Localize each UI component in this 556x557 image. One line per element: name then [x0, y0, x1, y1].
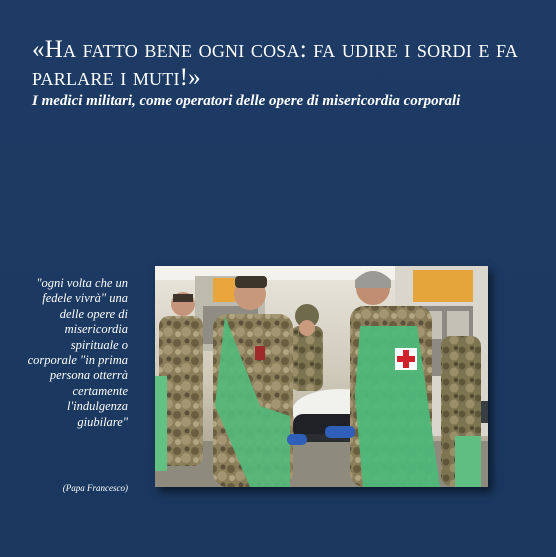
slide-subtitle: I medici militari, come operatori delle opere di misericordia corporali [32, 93, 461, 109]
photo-illustration [155, 266, 488, 487]
military-medics-photo [155, 266, 488, 487]
pope-quote: "ogni volta che un fedele vivrà" una delle opere di misericordia spirituale o corporale "in prima persona otterrà certamente l'indulgenza giubilare" [27, 276, 128, 429]
quote-attribution: (Papa Francesco) [62, 483, 128, 493]
slide-title: «Ha fatto bene ogni cosa: fa udire i sordi e fa parlare i muti!» [32, 36, 519, 91]
